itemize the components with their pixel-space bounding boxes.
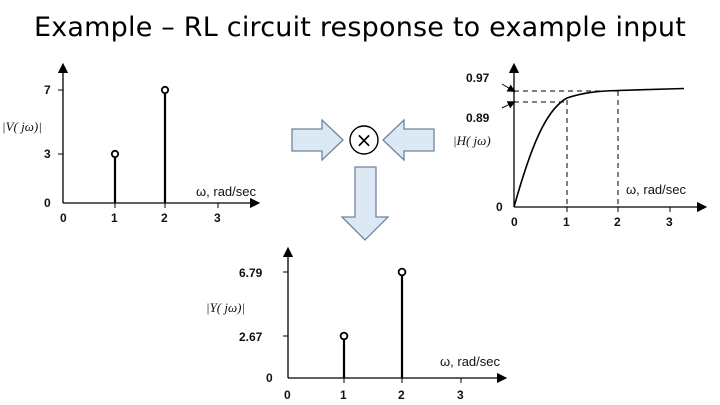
input-y-axis-label: |V( jω)| (2, 119, 42, 134)
slide-title: Example – RL circuit response to example input (33, 12, 687, 43)
h-ytick-label-097: 0.97 (466, 71, 490, 85)
right-pointing-arrow (292, 120, 343, 160)
h-ytick-label-089: 0.89 (466, 111, 490, 125)
input-xtick-label-2: 2 (161, 211, 168, 225)
output-ytick-label-267: 2.67 (239, 330, 263, 344)
output-stem-marker-1 (341, 333, 348, 340)
output-xtick-label-1: 1 (340, 388, 347, 402)
input-xtick-label-1: 1 (111, 211, 118, 225)
output-xtick-label-2: 2 (398, 388, 405, 402)
output-ytick-label-0: 0 (266, 371, 273, 385)
transfer-function-plot (453, 68, 702, 229)
down-pointing-arrow (342, 167, 388, 240)
output-spectrum-plot (206, 252, 502, 402)
h-pointer-097 (502, 84, 512, 90)
h-xtick-label-1: 1 (563, 215, 570, 229)
output-stem-marker-2 (399, 269, 406, 276)
input-xtick-label-0: 0 (60, 211, 67, 225)
multiply-icon: × (355, 128, 373, 152)
output-xtick-label-3: 3 (457, 388, 464, 402)
multiply-operation (292, 120, 434, 240)
left-pointing-arrow (383, 120, 434, 160)
output-y-axis-label: |Y( jω)| (206, 300, 246, 315)
h-ytick-label-0: 0 (496, 200, 503, 214)
input-ytick-label-3: 3 (44, 147, 51, 161)
h-x-axis-label: ω, rad/sec (626, 182, 687, 197)
h-xtick-label-0: 0 (511, 215, 518, 229)
output-ytick-label-679: 6.79 (239, 266, 263, 280)
input-xtick-label-3: 3 (214, 211, 221, 225)
h-xtick-label-3: 3 (666, 215, 673, 229)
input-stem-marker-1 (112, 151, 118, 157)
h-xtick-label-2: 2 (614, 215, 621, 229)
input-spectrum-plot (2, 68, 257, 225)
input-stem-marker-2 (162, 87, 168, 93)
h-pointer-089 (502, 103, 512, 108)
input-ytick-label-0: 0 (44, 196, 51, 210)
output-x-axis-label: ω, rad/sec (440, 354, 501, 369)
h-y-axis-label: |H( jω) (453, 133, 491, 148)
output-xtick-label-0: 0 (284, 388, 291, 402)
input-x-axis-label: ω, rad/sec (196, 184, 257, 199)
input-ytick-label-7: 7 (44, 83, 51, 97)
